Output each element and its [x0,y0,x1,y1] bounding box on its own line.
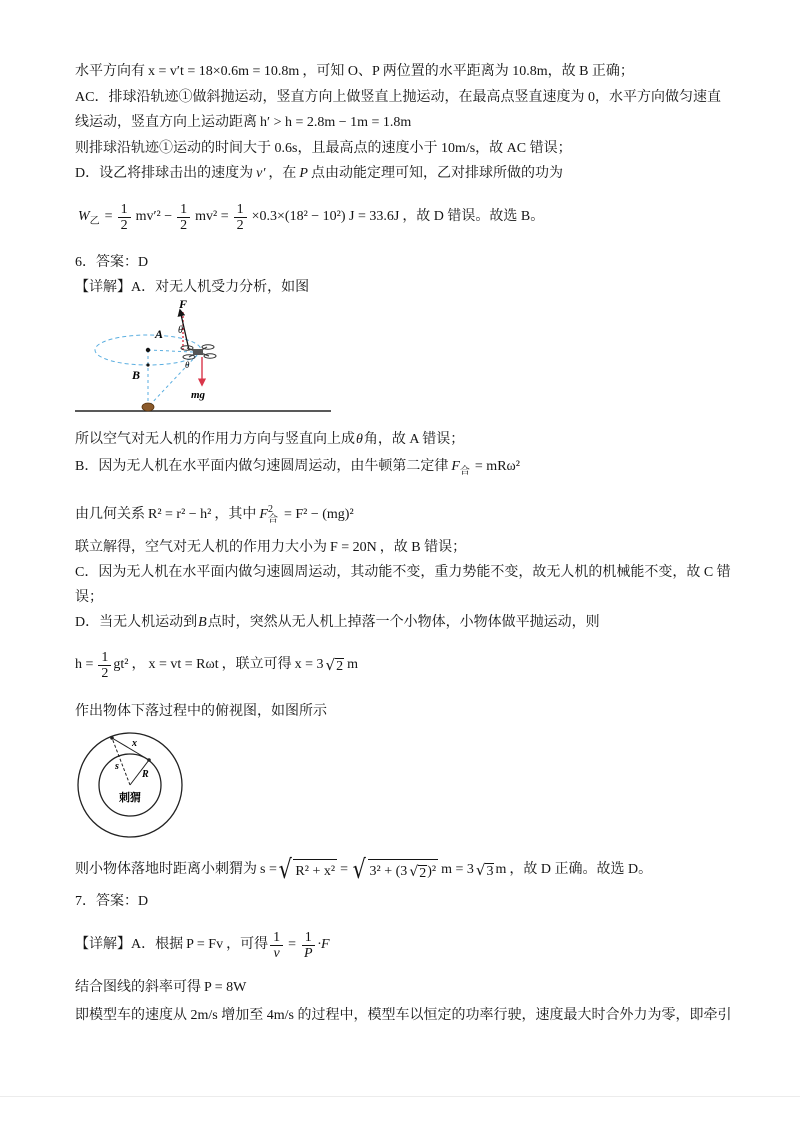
landing-point [110,736,114,740]
label-b: B [132,368,141,382]
q6-line-d2-text: ，联立可得 [221,657,292,672]
q5-line-5-text-c: 点由动能定理可知，乙对排球所做的功为 [310,166,563,181]
q7-line-3 [75,1006,731,1026]
sqrt-symbol-large: √ [352,855,366,885]
formula-equals: = [104,209,113,224]
hedgehog-shape [142,403,154,411]
q6-line-a2-text-a: 所以空气对无人机的作用力方向与竖直向上成 [75,432,355,447]
q7-line-2 [75,978,249,998]
label-s: s [115,761,119,772]
q6-line-b2-subsup [268,505,278,525]
drone-force-diagram [75,298,335,418]
q5-line-4 [75,139,572,159]
q5-line-5-var-v: v′ [256,166,266,181]
q5-line-5-text-b: ，在 [268,166,297,181]
q6-line-b2-superscript: 2 [267,504,273,515]
sqrt-symbol: √ [475,861,486,879]
sqrt-radicand: 2 [336,659,344,674]
q7-line-1-text-a: 【详解】A．根据 [75,937,184,952]
q5-line-1-text-a: 水平方向有 [75,64,145,79]
q7-line-2-equation: P = 8W [204,980,247,995]
sqrt-radicand-inner: 2 [419,866,427,881]
q6-line-b1-subscript: 合 [459,466,470,477]
fraction-one-over-p [301,930,316,961]
fraction-one-over-v [270,930,283,961]
drone-propeller-2 [202,345,214,349]
q6-line-b1-var-f: F [451,459,460,474]
q6-line-d1-var-b: B [198,615,207,630]
fraction-denominator: 2 [101,665,109,681]
q7-answer-text: 7．答案：D [75,894,149,909]
q6-line-d1-text-a: D．当无人机运动到 [75,615,198,630]
q6-line-d2-equation-2: x = vt = Rωt [148,657,219,672]
fraction-half-2 [177,202,190,233]
fraction-half [98,650,111,681]
fraction-numerator: 1 [118,202,131,218]
q6-line-d3 [75,702,327,722]
label-r: R [142,769,149,780]
q6-line-b2-var-f: F [259,507,268,522]
q5-line-1-text-b: ，可知 O、P 两位置的水平距离为 10.8m，故 B 正确； [302,64,634,79]
label-f: F [179,298,188,311]
sqrt-symbol: √ [325,656,336,674]
drop-point [147,758,151,762]
q6-line-c1-text: C．因为无人机在水平面内做匀速圆周运动，其动能不变，重力势能不变，故无人机的机械能不变，故 C 错 [75,565,731,580]
formula-term-2: mv² = [195,209,229,224]
q6-line-d3-text: 作出物体下落过程中的俯视图，如图所示 [75,704,327,719]
radicand-part-b: )² [427,864,437,879]
label-x: x [132,738,137,749]
q6-line-d2-unit: m [347,657,358,672]
q6-line-d4 [75,852,652,888]
label-theta-top: θ [178,325,183,336]
fraction-denominator: 2 [120,217,128,233]
q5-work-formula [75,199,544,235]
fraction-half-3 [234,202,247,233]
sqrt-symbol-large: √ [278,855,292,885]
q5-line-5-var-p: P [299,166,308,181]
drone-to-ground-line [149,355,197,406]
fraction-numerator: 1 [302,930,315,946]
q6-detail-a [75,278,309,298]
label-mg: mg [191,389,206,401]
label-a: A [155,327,164,341]
q6-detail-a-text: 【详解】A．对无人机受力分析，如图 [75,280,310,295]
q6-line-a2-theta: θ [356,432,363,447]
q6-line-d4-text-b: ，故 D 正确。故选 D。 [509,862,653,877]
q6-line-b2-subscript: 合 [267,514,278,525]
sqrt-radicand-1: R² + x² [293,859,337,881]
page-bottom-edge [0,1096,800,1097]
formula-conclusion: ，故 D 错误。故选 B。 [402,209,545,224]
formula-w: W [78,209,90,224]
label-hedgehog: 刺猬 [119,792,141,804]
sqrt-symbol: √ [409,864,419,880]
q6-line-a2 [75,430,464,450]
q5-line-4-text: 则排球沿轨迹①运动的时间大于 0.6s，且最高点的速度小于 10m/s，故 AC 错误； [75,141,572,156]
q7-answer [75,892,148,912]
q5-line-5 [75,164,563,184]
q7-line-1-tail: ·F [317,937,330,952]
q5-line-3-text: 线运动，竖直方向上运动距离 [75,115,257,130]
q6-line-d2 [75,647,361,683]
label-theta-bottom: θ [185,360,190,370]
q7-line-3-text: 即模型车的速度从 2m/s 增加至 4m/s 的过程中，模型车以恒定的功率行驶，速度最大时合外力为零，即牵引 [75,1008,732,1023]
q7-line-1-text-b: ，可得 [226,937,269,952]
q6-line-b3-equation: F = 20N [330,540,377,555]
q6-answer [75,253,148,273]
center-point-a [146,348,150,352]
q5-line-3-equation: h′ > h = 2.8m − 1m = 1.8m [260,115,412,130]
fraction-half-1 [118,202,131,233]
radicand-part-a: 3² + (3 [369,864,408,879]
q5-line-1 [75,62,634,82]
q6-line-b3-text-b: ，故 B 错误； [379,540,467,555]
q6-line-b2-equation-2: = F² − (mg)² [283,507,354,522]
q5-line-2-text: AC．排球沿轨迹①做斜抛运动，竖直方向上做竖直上抛运动，在最高点竖直速度为 0，水平方向做匀速直 [75,90,721,105]
q6-line-c2-text: 误； [75,590,103,605]
fraction-numerator: 1 [177,202,190,218]
q6-line-a2-text-b: 角，故 A 错误； [363,432,465,447]
fraction-denominator: 2 [236,217,244,233]
q6-line-d2-separator: ， [131,657,146,672]
point-b [146,363,149,366]
sqrt-radicand-3: 3 [486,864,494,879]
q7-line-1-equals: = [288,937,296,952]
q5-line-5-text-a: D．设乙将排球击出的速度为 [75,166,254,181]
q6-line-d4-text-a: 则小物体落地时距离小刺猬为 [75,862,257,877]
q6-line-d1-text-b: 点时，突然从无人机上掉落一个小物体，小物体做平抛运动，则 [207,615,600,630]
q7-line-2-text: 结合图线的斜率可得 [75,980,201,995]
q6-line-d4-tail: m = 3 [441,862,474,877]
fraction-numerator: 1 [98,650,111,666]
q6-line-b2-equation-1: R² = r² − h² [148,507,212,522]
q5-line-2 [75,88,721,108]
q6-line-b2-text-b: ，其中 [214,507,257,522]
fraction-denominator: 2 [180,217,188,233]
fraction-numerator: 1 [270,930,283,946]
q6-line-c1 [75,563,731,583]
q7-line-1-equation: P = Fv [186,937,224,952]
sqrt-radicand-2 [368,859,439,881]
q6-line-d4-s: s = [260,862,277,877]
q6-line-d2-gt: gt² [113,657,129,672]
q6-line-b1-text: B．因为无人机在水平面内做匀速圆周运动，由牛顿第二定律 [75,459,449,474]
fraction-denominator: v [273,945,280,961]
formula-w-subscript: 乙 [89,216,100,227]
q6-line-d2-h: h = [75,657,94,672]
drone-body [193,349,203,355]
fraction-numerator: 1 [234,202,247,218]
q6-line-b3 [75,538,466,558]
top-view-diagram [75,730,190,842]
q6-line-d2-equation-3: x = 3 [294,657,324,672]
q6-line-b2-text-a: 由几何关系 [75,507,145,522]
drone-propeller-4 [204,354,216,358]
q6-line-b2 [75,497,357,533]
fraction-denominator: P [303,945,313,961]
q6-line-b1-equation: = mRω² [474,459,520,474]
q5-line-3 [75,113,414,133]
q6-line-d4-unit: m [495,862,507,877]
q6-line-b1 [75,455,523,479]
q5-line-1-equation: x = v′t = 18×0.6m = 10.8m [148,64,300,79]
q6-line-d1 [75,613,600,633]
formula-term-1: mv′² − [135,209,173,224]
q6-answer-text: 6．答案：D [75,255,149,270]
q6-line-d4-equals: = [340,862,348,877]
formula-term-3: ×0.3×(18² − 10²) J = 33.6J [251,209,400,224]
q7-line-1 [75,927,333,963]
q6-line-c2 [75,588,103,608]
q6-line-b3-text-a: 联立解得，空气对无人机的作用力大小为 [75,540,327,555]
